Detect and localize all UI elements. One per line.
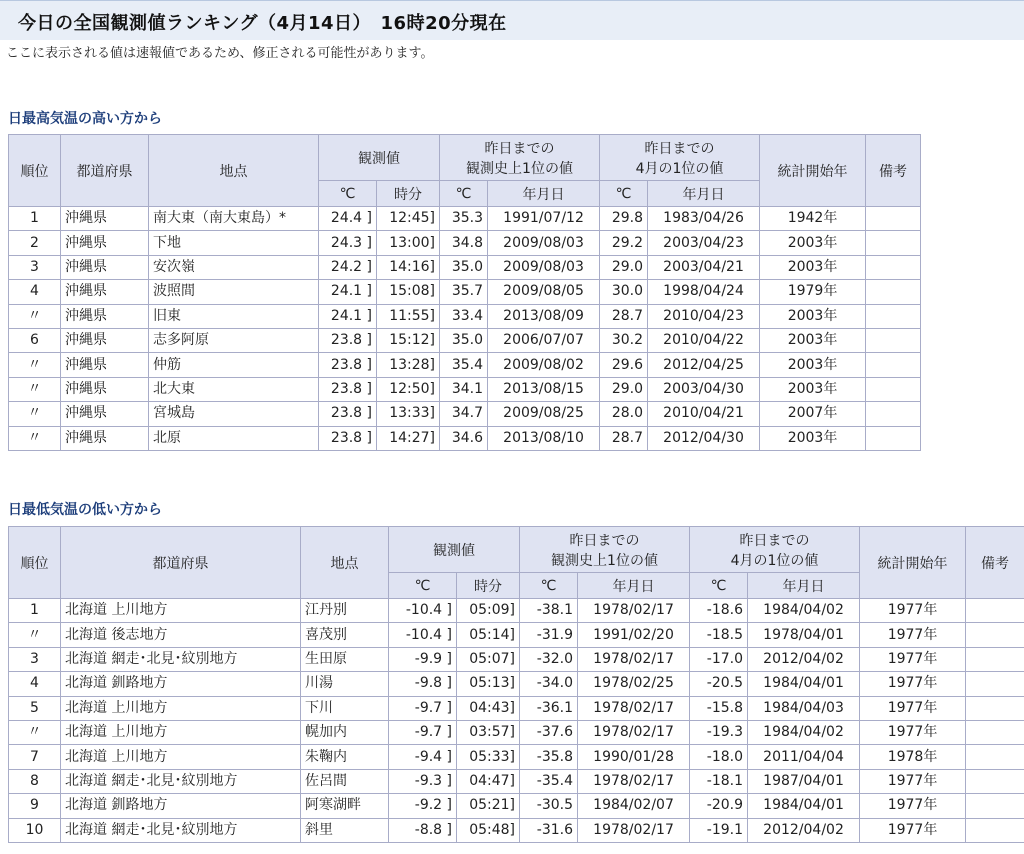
cell-place: 喜茂別 — [301, 623, 389, 647]
header-time: 時分 — [377, 181, 440, 207]
cell-historical-value: 35.0 — [440, 328, 488, 352]
cell-historical-value: 35.7 — [440, 280, 488, 304]
table-row — [9, 623, 1024, 647]
cell-note — [966, 696, 1024, 720]
cell-historical-date: 1978/02/17 — [578, 769, 690, 793]
cell-historical-value: 34.7 — [440, 402, 488, 426]
cell-observed-value: -9.7 ] — [389, 720, 457, 744]
cell-month-date: 1984/04/03 — [748, 696, 860, 720]
header-deg: ℃ — [319, 181, 377, 207]
cell-note — [966, 745, 1024, 769]
cell-historical-value: -31.9 — [520, 623, 578, 647]
cell-note — [866, 353, 921, 377]
cell-rank: 5 — [9, 696, 61, 720]
cell-rank: 4 — [9, 280, 61, 304]
cell-month-date: 1984/04/01 — [748, 672, 860, 696]
cell-historical-value: -38.1 — [520, 599, 578, 623]
cell-rank: 3 — [9, 647, 61, 671]
cell-note — [966, 647, 1024, 671]
cell-note — [966, 818, 1024, 842]
cell-note — [966, 672, 1024, 696]
header-observed: 観測値 — [389, 527, 520, 573]
cell-place: 波照間 — [149, 280, 319, 304]
cell-historical-value: -30.5 — [520, 794, 578, 818]
cell-prefecture: 北海道 釧路地方 — [61, 672, 301, 696]
cell-month-value: -20.5 — [690, 672, 748, 696]
cell-month-date: 1984/04/02 — [748, 720, 860, 744]
cell-observed-time: 04:47] — [457, 769, 520, 793]
cell-note — [866, 402, 921, 426]
cell-prefecture: 沖縄県 — [61, 353, 149, 377]
cell-observed-time: 11:55] — [377, 304, 440, 328]
cell-historical-date: 1990/01/28 — [578, 745, 690, 769]
table-row — [9, 377, 921, 401]
cell-start-year: 1978年 — [860, 745, 966, 769]
cell-prefecture: 沖縄県 — [61, 255, 149, 279]
cell-month-value: 30.2 — [600, 328, 648, 352]
cell-month-date: 1984/04/02 — [748, 599, 860, 623]
cell-observed-time: 03:57] — [457, 720, 520, 744]
table-row — [9, 672, 1024, 696]
cell-prefecture: 北海道 網走･北見･紋別地方 — [61, 769, 301, 793]
cell-place: 宮城島 — [149, 402, 319, 426]
cell-historical-date: 2013/08/09 — [488, 304, 600, 328]
cell-place: 安次嶺 — [149, 255, 319, 279]
cell-observed-value: 24.4 ] — [319, 207, 377, 231]
cell-historical-date: 1991/02/20 — [578, 623, 690, 647]
header-time: 時分 — [457, 573, 520, 599]
cell-month-value: 29.0 — [600, 255, 648, 279]
cell-observed-time: 14:16] — [377, 255, 440, 279]
header-notes: 備考 — [866, 135, 921, 207]
cell-prefecture: 北海道 上川地方 — [61, 720, 301, 744]
table-row — [9, 207, 921, 231]
cell-observed-value: -10.4 ] — [389, 623, 457, 647]
cell-observed-value: -8.8 ] — [389, 818, 457, 842]
cell-historical-value: 35.4 — [440, 353, 488, 377]
table-row — [9, 280, 921, 304]
table-row — [9, 599, 1024, 623]
cell-historical-value: 34.1 — [440, 377, 488, 401]
cell-historical-date: 1978/02/17 — [578, 599, 690, 623]
cell-start-year: 2003年 — [760, 426, 866, 450]
cell-place: 志多阿原 — [149, 328, 319, 352]
cell-observed-time: 05:48] — [457, 818, 520, 842]
cell-month-value: -18.0 — [690, 745, 748, 769]
header-deg: ℃ — [690, 573, 748, 599]
cell-place: 下川 — [301, 696, 389, 720]
cell-month-date: 1984/04/01 — [748, 794, 860, 818]
section-title-low: 日最低気温の低い方から — [8, 502, 162, 518]
cell-historical-date: 1978/02/17 — [578, 720, 690, 744]
table-row — [9, 328, 921, 352]
cell-place: 旧東 — [149, 304, 319, 328]
cell-observed-time: 05:13] — [457, 672, 520, 696]
cell-start-year: 2003年 — [760, 231, 866, 255]
cell-note — [966, 794, 1024, 818]
cell-prefecture: 北海道 網走･北見･紋別地方 — [61, 818, 301, 842]
header-month-record: 昨日までの 4月の1位の値 — [600, 135, 760, 181]
cell-observed-time: 13:00] — [377, 231, 440, 255]
cell-rank: 4 — [9, 672, 61, 696]
cell-observed-value: 24.3 ] — [319, 231, 377, 255]
table-row — [9, 353, 921, 377]
cell-prefecture: 沖縄県 — [61, 426, 149, 450]
cell-rank: 〃 — [9, 353, 61, 377]
cell-observed-time: 12:50] — [377, 377, 440, 401]
cell-rank: 10 — [9, 818, 61, 842]
cell-historical-value: 34.6 — [440, 426, 488, 450]
table-row — [9, 647, 1024, 671]
cell-month-value: -18.6 — [690, 599, 748, 623]
cell-start-year: 1977年 — [860, 818, 966, 842]
table-row — [9, 720, 1024, 744]
cell-observed-time: 05:09] — [457, 599, 520, 623]
table-row — [9, 794, 1024, 818]
cell-month-date: 2010/04/21 — [648, 402, 760, 426]
cell-month-date: 2012/04/02 — [748, 647, 860, 671]
header-rank: 順位 — [9, 527, 61, 599]
cell-prefecture: 沖縄県 — [61, 207, 149, 231]
cell-month-value: 28.0 — [600, 402, 648, 426]
header-start-year: 統計開始年 — [760, 135, 866, 207]
cell-start-year: 1977年 — [860, 647, 966, 671]
cell-observed-value: 23.8 ] — [319, 353, 377, 377]
cell-start-year: 2007年 — [760, 402, 866, 426]
header-notes: 備考 — [966, 527, 1024, 599]
cell-place: 斜里 — [301, 818, 389, 842]
cell-historical-value: -36.1 — [520, 696, 578, 720]
cell-historical-date: 2013/08/10 — [488, 426, 600, 450]
cell-place: 北大東 — [149, 377, 319, 401]
cell-prefecture: 沖縄県 — [61, 402, 149, 426]
cell-month-value: -17.0 — [690, 647, 748, 671]
cell-start-year: 1977年 — [860, 794, 966, 818]
page-header — [0, 0, 1024, 40]
cell-prefecture: 北海道 上川地方 — [61, 599, 301, 623]
cell-month-date: 2003/04/30 — [648, 377, 760, 401]
cell-month-value: 29.0 — [600, 377, 648, 401]
cell-note — [866, 328, 921, 352]
header-place: 地点 — [301, 527, 389, 599]
cell-observed-value: -9.8 ] — [389, 672, 457, 696]
cell-month-value: 28.7 — [600, 426, 648, 450]
header-deg: ℃ — [600, 181, 648, 207]
cell-historical-value: -35.4 — [520, 769, 578, 793]
cell-historical-date: 1991/07/12 — [488, 207, 600, 231]
cell-rank: 1 — [9, 599, 61, 623]
cell-place: 川湯 — [301, 672, 389, 696]
cell-historical-date: 2009/08/05 — [488, 280, 600, 304]
cell-observed-time: 05:33] — [457, 745, 520, 769]
cell-observed-value: -9.7 ] — [389, 696, 457, 720]
cell-note — [966, 623, 1024, 647]
cell-prefecture: 沖縄県 — [61, 377, 149, 401]
cell-note — [866, 207, 921, 231]
cell-place: 幌加内 — [301, 720, 389, 744]
cell-start-year: 2003年 — [760, 304, 866, 328]
cell-observed-time: 13:33] — [377, 402, 440, 426]
header-deg: ℃ — [440, 181, 488, 207]
cell-rank: 6 — [9, 328, 61, 352]
cell-observed-value: 24.1 ] — [319, 304, 377, 328]
cell-observed-time: 04:43] — [457, 696, 520, 720]
header-deg: ℃ — [389, 573, 457, 599]
cell-rank: 2 — [9, 231, 61, 255]
cell-historical-value: 34.8 — [440, 231, 488, 255]
cell-start-year: 1942年 — [760, 207, 866, 231]
table-row — [9, 769, 1024, 793]
cell-month-date: 2011/04/04 — [748, 745, 860, 769]
cell-month-value: -20.9 — [690, 794, 748, 818]
cell-rank: 1 — [9, 207, 61, 231]
cell-month-value: 29.8 — [600, 207, 648, 231]
cell-month-value: 30.0 — [600, 280, 648, 304]
header-historical-record: 昨日までの 観測史上1位の値 — [520, 527, 690, 573]
cell-rank: 9 — [9, 794, 61, 818]
header-date: 年月日 — [488, 181, 600, 207]
cell-observed-value: -9.4 ] — [389, 745, 457, 769]
header-observed: 観測値 — [319, 135, 440, 181]
high-temp-table — [8, 134, 921, 451]
cell-prefecture: 沖縄県 — [61, 280, 149, 304]
cell-note — [966, 599, 1024, 623]
cell-historical-value: -32.0 — [520, 647, 578, 671]
cell-rank: 〃 — [9, 720, 61, 744]
cell-prefecture: 北海道 上川地方 — [61, 696, 301, 720]
cell-observed-value: 23.8 ] — [319, 402, 377, 426]
header-deg: ℃ — [520, 573, 578, 599]
cell-prefecture: 沖縄県 — [61, 304, 149, 328]
table-row — [9, 745, 1024, 769]
cell-observed-value: 23.8 ] — [319, 328, 377, 352]
cell-historical-value: 35.0 — [440, 255, 488, 279]
cell-month-value: 28.7 — [600, 304, 648, 328]
cell-historical-date: 1978/02/17 — [578, 647, 690, 671]
cell-start-year: 2003年 — [760, 353, 866, 377]
cell-rank: 〃 — [9, 623, 61, 647]
cell-historical-date: 2009/08/02 — [488, 353, 600, 377]
cell-note — [866, 426, 921, 450]
cell-historical-date: 2009/08/25 — [488, 402, 600, 426]
cell-prefecture: 北海道 上川地方 — [61, 745, 301, 769]
cell-historical-date: 1978/02/25 — [578, 672, 690, 696]
cell-rank: 〃 — [9, 304, 61, 328]
cell-place: 南大東（南大東島）* — [149, 207, 319, 231]
cell-observed-time: 13:28] — [377, 353, 440, 377]
cell-month-value: -19.3 — [690, 720, 748, 744]
page-title: 今日の全国観測値ランキング（4月14日） 16時20分現在 — [18, 13, 507, 34]
cell-prefecture: 北海道 釧路地方 — [61, 794, 301, 818]
cell-note — [866, 280, 921, 304]
cell-historical-value: -31.6 — [520, 818, 578, 842]
cell-month-date: 2003/04/23 — [648, 231, 760, 255]
cell-place: 北原 — [149, 426, 319, 450]
cell-observed-time: 05:14] — [457, 623, 520, 647]
cell-note — [866, 255, 921, 279]
cell-historical-value: 33.4 — [440, 304, 488, 328]
cell-observed-value: -9.9 ] — [389, 647, 457, 671]
cell-observed-value: 23.8 ] — [319, 377, 377, 401]
cell-observed-time: 05:21] — [457, 794, 520, 818]
cell-prefecture: 沖縄県 — [61, 231, 149, 255]
cell-month-date: 1978/04/01 — [748, 623, 860, 647]
cell-historical-date: 1984/02/07 — [578, 794, 690, 818]
cell-start-year: 1977年 — [860, 672, 966, 696]
cell-historical-date: 1978/02/17 — [578, 696, 690, 720]
table-row — [9, 426, 921, 450]
cell-month-date: 2012/04/02 — [748, 818, 860, 842]
cell-month-date: 1983/04/26 — [648, 207, 760, 231]
header-historical-record: 昨日までの 観測史上1位の値 — [440, 135, 600, 181]
cell-start-year: 1977年 — [860, 696, 966, 720]
cell-month-value: -15.8 — [690, 696, 748, 720]
cell-month-date: 2012/04/25 — [648, 353, 760, 377]
header-rank: 順位 — [9, 135, 61, 207]
cell-start-year: 2003年 — [760, 255, 866, 279]
cell-month-date: 2010/04/23 — [648, 304, 760, 328]
provisional-notice: ここに表示される値は速報値であるため、修正される可能性があります。 — [6, 46, 434, 61]
cell-place: 仲筋 — [149, 353, 319, 377]
cell-month-value: -19.1 — [690, 818, 748, 842]
header-prefecture: 都道府県 — [61, 527, 301, 599]
cell-place: 生田原 — [301, 647, 389, 671]
cell-rank: 8 — [9, 769, 61, 793]
cell-historical-date: 2006/07/07 — [488, 328, 600, 352]
cell-observed-time: 12:45] — [377, 207, 440, 231]
table-row — [9, 304, 921, 328]
cell-rank: 7 — [9, 745, 61, 769]
cell-historical-date: 2009/08/03 — [488, 231, 600, 255]
cell-observed-time: 14:27] — [377, 426, 440, 450]
cell-place: 江丹別 — [301, 599, 389, 623]
cell-start-year: 1977年 — [860, 769, 966, 793]
cell-historical-date: 1978/02/17 — [578, 818, 690, 842]
cell-note — [866, 231, 921, 255]
header-prefecture: 都道府県 — [61, 135, 149, 207]
cell-note — [966, 720, 1024, 744]
cell-observed-value: 24.1 ] — [319, 280, 377, 304]
cell-note — [866, 304, 921, 328]
cell-historical-date: 2013/08/15 — [488, 377, 600, 401]
cell-start-year: 1977年 — [860, 720, 966, 744]
table-row — [9, 696, 1024, 720]
cell-place: 下地 — [149, 231, 319, 255]
cell-start-year: 1977年 — [860, 623, 966, 647]
cell-note — [866, 377, 921, 401]
cell-month-date: 2010/04/22 — [648, 328, 760, 352]
cell-start-year: 2003年 — [760, 377, 866, 401]
header-month-record: 昨日までの 4月の1位の値 — [690, 527, 860, 573]
cell-start-year: 1979年 — [760, 280, 866, 304]
cell-historical-date: 2009/08/03 — [488, 255, 600, 279]
cell-start-year: 2003年 — [760, 328, 866, 352]
cell-month-value: 29.6 — [600, 353, 648, 377]
cell-place: 朱鞠内 — [301, 745, 389, 769]
cell-place: 佐呂間 — [301, 769, 389, 793]
cell-observed-value: -10.4 ] — [389, 599, 457, 623]
cell-prefecture: 北海道 後志地方 — [61, 623, 301, 647]
cell-observed-time: 05:07] — [457, 647, 520, 671]
cell-rank: 〃 — [9, 377, 61, 401]
cell-observed-value: -9.3 ] — [389, 769, 457, 793]
header-date: 年月日 — [578, 573, 690, 599]
cell-place: 阿寒湖畔 — [301, 794, 389, 818]
table-row — [9, 255, 921, 279]
section-title-high: 日最高気温の高い方から — [8, 111, 162, 127]
low-temp-table — [8, 526, 1024, 843]
cell-rank: 3 — [9, 255, 61, 279]
cell-month-value: -18.1 — [690, 769, 748, 793]
cell-month-value: 29.2 — [600, 231, 648, 255]
cell-rank: 〃 — [9, 402, 61, 426]
cell-historical-value: -34.0 — [520, 672, 578, 696]
cell-observed-value: 23.8 ] — [319, 426, 377, 450]
cell-historical-value: -37.6 — [520, 720, 578, 744]
header-place: 地点 — [149, 135, 319, 207]
cell-month-value: -18.5 — [690, 623, 748, 647]
cell-prefecture: 北海道 網走･北見･紋別地方 — [61, 647, 301, 671]
cell-month-date: 2012/04/30 — [648, 426, 760, 450]
cell-historical-value: 35.3 — [440, 207, 488, 231]
cell-observed-value: -9.2 ] — [389, 794, 457, 818]
header-date: 年月日 — [648, 181, 760, 207]
cell-rank: 〃 — [9, 426, 61, 450]
cell-start-year: 1977年 — [860, 599, 966, 623]
header-start-year: 統計開始年 — [860, 527, 966, 599]
cell-month-date: 2003/04/21 — [648, 255, 760, 279]
header-date: 年月日 — [748, 573, 860, 599]
cell-prefecture: 沖縄県 — [61, 328, 149, 352]
cell-month-date: 1987/04/01 — [748, 769, 860, 793]
table-row — [9, 231, 921, 255]
cell-month-date: 1998/04/24 — [648, 280, 760, 304]
cell-observed-time: 15:08] — [377, 280, 440, 304]
table-row — [9, 402, 921, 426]
cell-observed-time: 15:12] — [377, 328, 440, 352]
cell-note — [966, 769, 1024, 793]
cell-historical-value: -35.8 — [520, 745, 578, 769]
cell-observed-value: 24.2 ] — [319, 255, 377, 279]
table-row — [9, 818, 1024, 842]
